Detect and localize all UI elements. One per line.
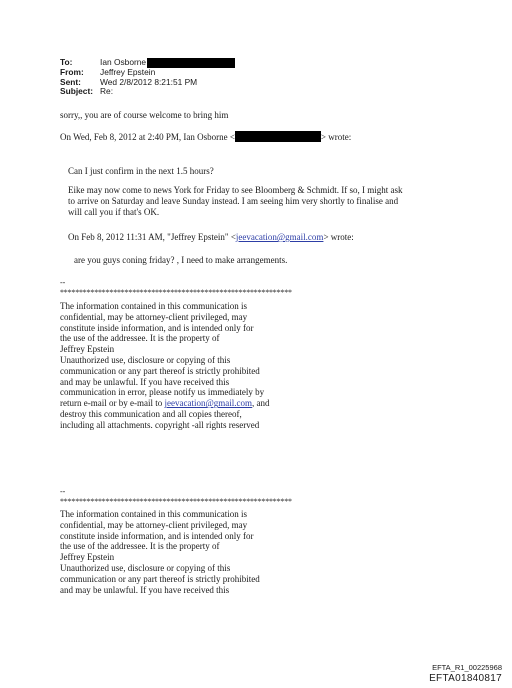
subject-label: Subject: (60, 86, 94, 97)
quote-header-1 (60, 131, 351, 143)
disclaimer-line: constitute inside information, and is intended only for (60, 530, 254, 541)
footer-id-small: EFTA_R1_00225968 (432, 663, 502, 672)
message-1: Can I just confirm in the next 1.5 hours? (68, 166, 214, 176)
disclaimer-line: communication or any part thereof is strictly prohibited (60, 365, 260, 376)
disclaimer-line: confidential, may be attorney-client privileged, may (60, 519, 248, 530)
message-2-line: Eike may now come to news York for Friday to see Bloomberg & Schmidt. If so, I might ask (68, 185, 403, 195)
quote-header-1-suffix: > wrote: (320, 132, 352, 142)
disclaimer-line: Unauthorized use, disclosure or copying of this (60, 562, 231, 573)
quote-header-2-suffix: > wrote: (323, 232, 354, 242)
disclaimer-line: The information contained in this communication is (60, 301, 247, 311)
message-2 (68, 185, 403, 217)
disclaimer-1 (60, 301, 269, 431)
quote-header-1-prefix: On Wed, Feb 8, 2012 at 2:40 PM, Ian Osborne < (60, 132, 235, 142)
signature-dash: -- (60, 278, 66, 287)
disclaimer-email-suffix: , and (251, 398, 270, 409)
email-link[interactable]: jeevacation@gmail.com (235, 232, 324, 242)
divider-stars: ************************************************************* (60, 288, 292, 297)
disclaimer-line: and may be unlawful. If you have received this (60, 376, 230, 387)
message-3: are you guys coning friday? , I need to make arrangements. (74, 255, 288, 265)
message-2-line: will call you if that's OK. (68, 206, 160, 217)
subject-row (60, 87, 235, 97)
disclaimer-line: destroy this communication and all copies thereof, (60, 408, 242, 419)
signature-dash: -- (60, 487, 66, 496)
disclaimer-2 (60, 509, 260, 595)
footer-id-large: EFTA01840817 (429, 673, 502, 684)
from-value: Jeffrey Epstein (100, 67, 156, 77)
from-label: From: (60, 67, 84, 77)
to-label: To: (60, 57, 73, 67)
divider-stars: ************************************************************* (60, 497, 292, 506)
quote-header-2-prefix: On Feb 8, 2012 11:31 AM, "Jeffrey Epstein" < (68, 232, 236, 242)
sent-label: Sent: (60, 76, 81, 87)
disclaimer-line: the use of the addressee. It is the property of (60, 333, 220, 344)
disclaimer-email-prefix: return e-mail or by e-mail to (60, 398, 165, 409)
redaction-box (147, 58, 235, 68)
email-header (60, 58, 235, 97)
disclaimer-line: Jeffrey Epstein (60, 344, 115, 355)
disclaimer-line: the use of the addressee. It is the property of (60, 541, 220, 552)
disclaimer-line: including all attachments. copyright -all rights reserved (60, 419, 260, 430)
disclaimer-line: communication or any part thereof is strictly prohibited (60, 573, 260, 584)
disclaimer-line: constitute inside information, and is intended only for (60, 322, 254, 333)
disclaimer-line: and may be unlawful. If you have received this (60, 584, 230, 595)
disclaimer-line: Unauthorized use, disclosure or copying of this (60, 354, 231, 365)
redaction-box (235, 131, 321, 142)
message-2-line: to arrive on Saturday and leave Sunday instead. I am seeing him very shortly to finalise and (68, 195, 399, 206)
subject-value: Re: (100, 86, 114, 97)
disclaimer-line: Jeffrey Epstein (60, 552, 115, 563)
disclaimer-email-line (60, 398, 269, 409)
sent-value: Wed 2/8/2012 8:21:51 PM (100, 76, 198, 87)
reply-text: sorry,, you are of course welcome to bring him (60, 110, 229, 120)
to-value: Ian Osborne (100, 57, 147, 67)
quote-header-2 (68, 232, 354, 243)
email-link[interactable]: jeevacation@gmail.com (164, 398, 252, 409)
disclaimer-line: The information contained in this communication is (60, 509, 247, 519)
disclaimer-line: communication in error, please notify us immediately by (60, 387, 265, 398)
disclaimer-line: confidential, may be attorney-client privileged, may (60, 311, 248, 322)
